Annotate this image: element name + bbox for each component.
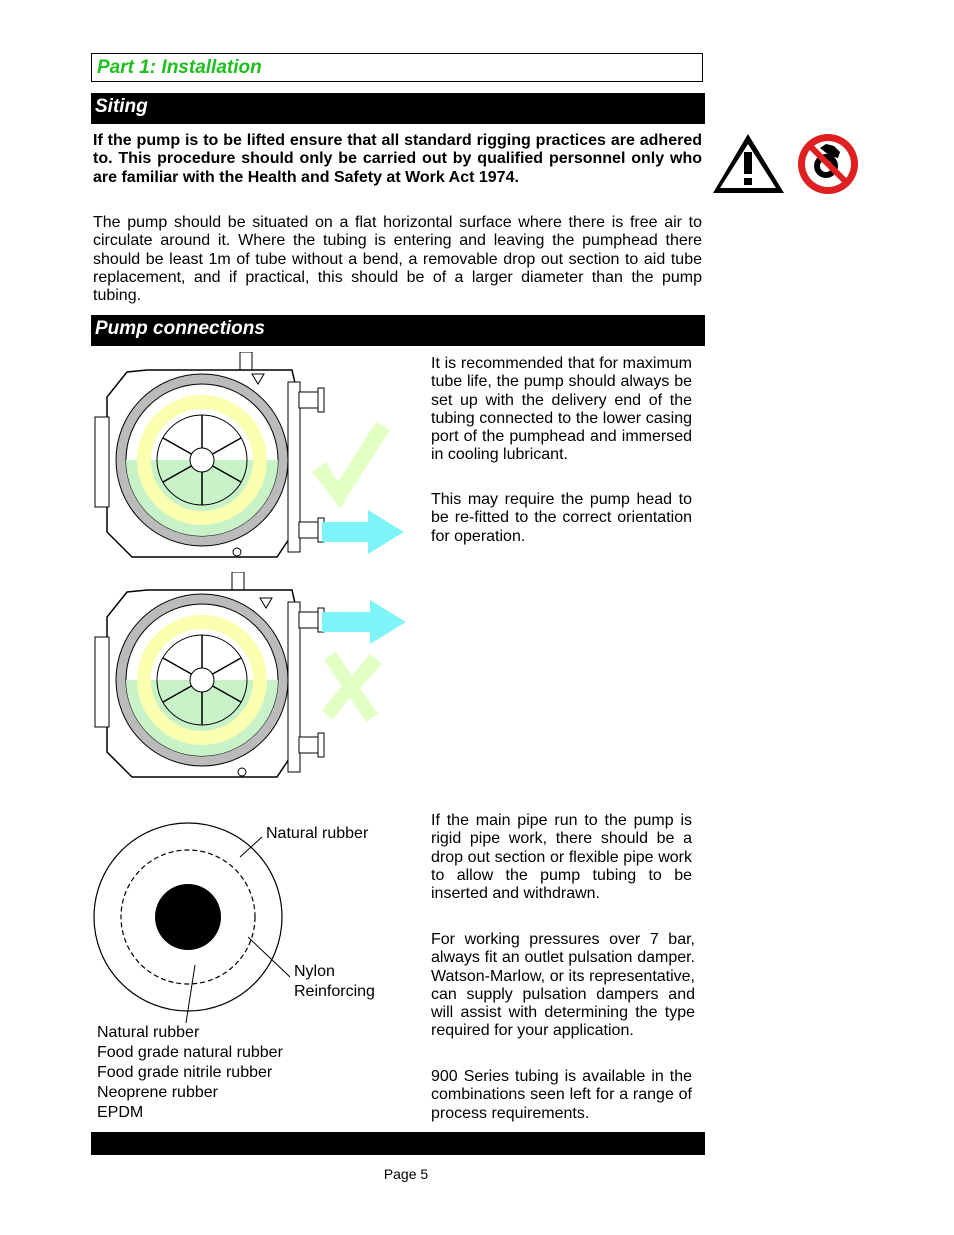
part-title: Part 1: Installation bbox=[97, 57, 262, 78]
connections-paragraph-5: 900 Series tubing is available in the combinations seen left for a range of process requirements. bbox=[431, 1068, 692, 1122]
connections-paragraph-2: This may require the pump head to be re-fitted to the correct orientation for operation. bbox=[431, 491, 692, 545]
footer-bar bbox=[91, 1132, 705, 1155]
tube-cross-section-diagram bbox=[90, 815, 290, 1025]
inner-material-option: Neoprene rubber bbox=[97, 1084, 218, 1101]
part-title-box bbox=[91, 53, 703, 82]
lifting-warning-text: If the pump is to be lifted ensure that all standard rigging practices are adhered to. This procedure should only be carried out by qualified personnel only who are familiar with the Health and Safety at Work Act 1974. bbox=[93, 132, 702, 186]
section-heading-pump-connections bbox=[91, 315, 705, 346]
section-heading-siting bbox=[91, 93, 705, 124]
inner-material-option: Food grade nitrile rubber bbox=[97, 1064, 273, 1081]
no-lifting-hand-icon bbox=[798, 134, 858, 194]
outer-layer-label: Natural rubber bbox=[266, 825, 369, 842]
connections-paragraph-1: It is recommended that for maximum tube life, the pump should always be set up with the delivery end of the tubing connected to the lower casing port of the pumphead and immersed in cooling lubricant. bbox=[431, 355, 692, 464]
section-heading-siting-text: Siting bbox=[95, 96, 148, 117]
section-heading-connections-text: Pump connections bbox=[95, 318, 265, 339]
inner-material-option: Natural rubber bbox=[97, 1024, 200, 1041]
siting-body-text: The pump should be situated on a flat horizontal surface where there is free air to circulate around it. Where the tubing is entering and leaving the pumphead there should be least 1m of tube without a bend, a removable drop out section to aid tube replacement, and if practical, this should be of a larger diameter than the pump tubing. bbox=[93, 214, 702, 305]
safety-icons bbox=[712, 130, 862, 198]
connections-paragraph-4: For working pressures over 7 bar, always fit an outlet pulsation damper. Watson-Marlow, or its representative, can supply pulsation dampers and will assist with determining the type required for your application. bbox=[431, 931, 695, 1040]
inner-material-list bbox=[97, 1023, 283, 1123]
correct-tick-icon bbox=[310, 420, 392, 510]
page-number: Page 5 bbox=[383, 1166, 429, 1182]
inner-material-option: Food grade natural rubber bbox=[97, 1044, 283, 1061]
incorrect-cross-icon bbox=[320, 650, 384, 722]
reinforcing-label-line2: Reinforcing bbox=[294, 983, 375, 1000]
warning-triangle-icon bbox=[713, 134, 784, 193]
connections-paragraph-3: If the main pipe run to the pump is rigid pipe work, there should be a drop out section or flexible pipe work to allow the pump tubing to be inserted and withdrawn. bbox=[431, 812, 692, 903]
reinforcing-label-line1: Nylon bbox=[294, 963, 335, 980]
inner-material-option: EPDM bbox=[97, 1104, 144, 1121]
flow-arrow-icon bbox=[322, 510, 406, 554]
flow-arrow-icon-2 bbox=[322, 600, 408, 644]
